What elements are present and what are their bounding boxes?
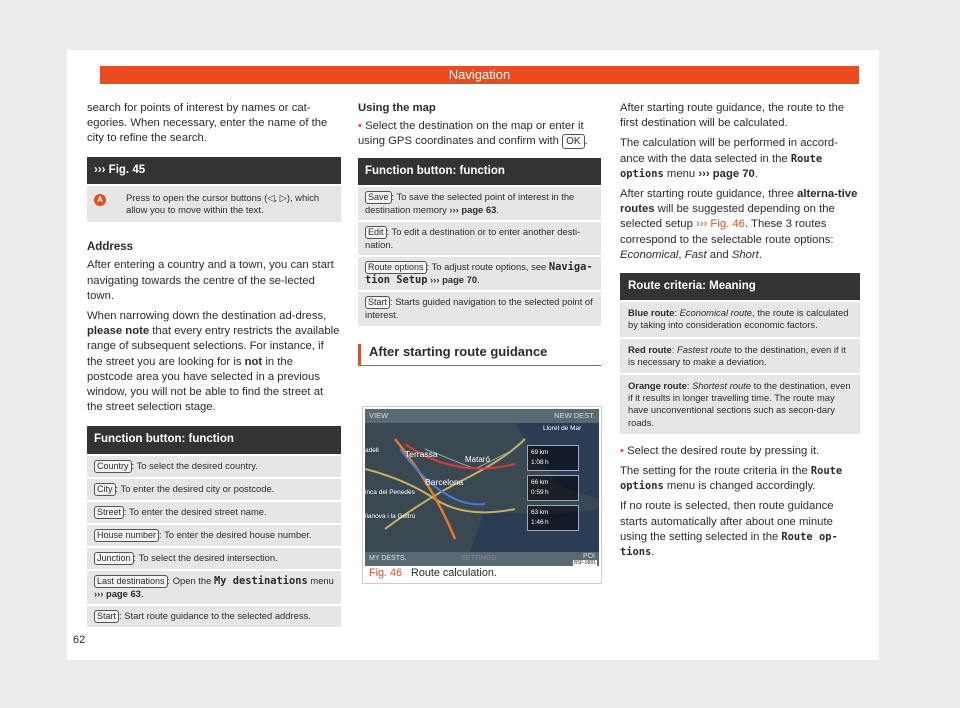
- table-row: Street : To enter the desired street name.: [87, 502, 341, 523]
- address-paragraph-1: After entering a country and a town, you can start navigating towards the centre of the se-lected town.: [87, 259, 334, 302]
- table-row: Country : To select the desired country.: [87, 456, 341, 477]
- start-button[interactable]: Start: [365, 296, 390, 309]
- start-button[interactable]: Start: [94, 610, 119, 623]
- using-map-paragraph: • Select the destination on the map or enter it using GPS coordinates and confirm with OK .: [358, 120, 588, 148]
- page-number: 62: [73, 634, 86, 646]
- route-option-red[interactable]: 66 km 0:59 h: [527, 475, 579, 501]
- edit-button[interactable]: Edit: [365, 226, 387, 239]
- figure-link[interactable]: ››› Fig. 46: [696, 218, 745, 231]
- page-link[interactable]: ››› page 63: [449, 203, 497, 215]
- table-row: Junction : To select the desired intersection.: [87, 548, 341, 569]
- table-row: Edit : To edit a destination or to enter another desti-nation.: [358, 222, 601, 255]
- paragraph: If no route is selected, then route guidance starts automatically after about one minute using the setting selected in the Route op-tions.: [620, 500, 838, 559]
- view-button[interactable]: VIEW: [369, 411, 389, 420]
- route-option-blue[interactable]: 69 km 1:08 h: [527, 445, 579, 471]
- place-label: ilanova i la Geltrú: [365, 513, 416, 520]
- save-button[interactable]: Save: [365, 191, 392, 204]
- place-label: inca del Penedès: [365, 489, 415, 496]
- route-options-button[interactable]: Route options: [365, 261, 427, 274]
- map-screen: [365, 409, 599, 566]
- column-left: [87, 101, 341, 627]
- criteria-table-header: Route criteria: Meaning: [620, 273, 860, 300]
- paragraph: After starting route guidance, three alterna-tive routes will be suggested depending on the selected setup ››› Fig. 46. These 3 routes correspond to the selectable route options: Economical, Fast and Short.: [620, 188, 858, 261]
- place-label: Lloret de Mar: [543, 425, 582, 432]
- country-button[interactable]: Country: [94, 460, 132, 473]
- poi-button[interactable]: POI: [582, 553, 595, 560]
- fig-ref-row: [87, 186, 341, 222]
- my-dests-button[interactable]: MY DESTS.: [369, 555, 407, 562]
- page-link[interactable]: ››› page 70: [427, 274, 478, 286]
- function-table-header: Function button: function: [87, 426, 341, 453]
- table-row: City : To enter the desired city or postcode.: [87, 479, 341, 500]
- address-paragraph-2: When narrowing down the destination ad-dress, please note that every entry restricts the available range of subsequent selections. For instance, if the street you are looking for is not in the postcode area you have selected in a previous window, you will not be able to find the street at the street selection stage.: [87, 310, 340, 414]
- paragraph: The setting for the route criteria in the Route options menu is changed accordingly.: [620, 465, 843, 493]
- page-link[interactable]: ››› page 63: [94, 587, 141, 599]
- settings-button[interactable]: SETTINGS: [461, 555, 497, 562]
- section-title: After starting route guidance: [358, 344, 601, 366]
- place-label: Barcelona: [425, 477, 464, 487]
- place-label: Terrassa: [405, 449, 438, 459]
- table-row: Start : Start route guidance to the selected address.: [87, 606, 341, 627]
- figure-caption: Fig. 46 Route calculation.: [369, 567, 497, 579]
- table-row: Start : Starts guided navigation to the selected point of interest.: [358, 292, 601, 325]
- route-option-orange[interactable]: 63 km 1:46 h: [527, 505, 579, 531]
- table-row: Orange route: Shortest route to the destination, even if it results in longer travelling time. The route may have unconventional sections such as secon-dary roads.: [620, 375, 860, 434]
- figure-route-calculation: [362, 406, 602, 584]
- table-row: Red route: Fastest route to the destination, even if it is necessary to make a deviation.: [620, 339, 860, 373]
- house-number-button[interactable]: House number: [94, 529, 159, 542]
- column-right: [620, 101, 860, 565]
- function-table-header: Function button: function: [358, 158, 601, 185]
- ok-button[interactable]: OK: [562, 134, 584, 149]
- page-header: Navigation: [100, 66, 859, 84]
- table-row: Blue route: Economical route, the route is calculated by taking into consideration economic factors.: [620, 302, 860, 336]
- using-map-title: Using the map: [358, 102, 436, 114]
- column-middle: [358, 101, 601, 366]
- paragraph: After starting route guidance, the route to the first destination will be calculated.: [620, 102, 845, 130]
- fig-ref-header: ››› Fig. 45: [87, 157, 341, 184]
- junction-button[interactable]: Junction: [94, 552, 134, 565]
- address-title: Address: [87, 241, 134, 254]
- table-row: House number : To enter the desired house number.: [87, 525, 341, 546]
- street-button[interactable]: Street: [94, 506, 124, 519]
- place-label: adell: [365, 447, 379, 454]
- bullet-paragraph: • Select the desired route by pressing it.: [620, 444, 820, 457]
- new-dest-button[interactable]: NEW DEST.: [554, 411, 595, 420]
- last-destinations-button[interactable]: Last destinations: [94, 575, 168, 588]
- map-top-bar: [365, 409, 599, 423]
- table-row: Route options : To adjust route options, see Naviga-tion Setup ››› page 70.: [358, 257, 601, 290]
- callout-badge: A: [94, 194, 106, 206]
- fig-ref-text: Press to open the cursor buttons (◁, ▷), which allow you to move within the text.: [126, 191, 320, 216]
- map-bottom-bar: [365, 552, 599, 566]
- page-link[interactable]: ››› page 70: [698, 167, 755, 180]
- city-button[interactable]: City: [94, 483, 116, 496]
- table-row: Last destinations : Open the My destinations menu ››› page 63.: [87, 571, 341, 604]
- place-label: Mataró: [465, 455, 490, 464]
- paragraph: The calculation will be performed in accord-ance with the data selected in the Route options menu ››› page 70.: [620, 137, 838, 180]
- figure-code: B5F-0881: [574, 560, 596, 566]
- table-row: Save : To save the selected point of interest in the destination memory ››› page 63.: [358, 187, 601, 220]
- intro-paragraph: search for points of interest by names or cat-egories. When necessary, enter the name of the city to refine the search.: [87, 102, 328, 145]
